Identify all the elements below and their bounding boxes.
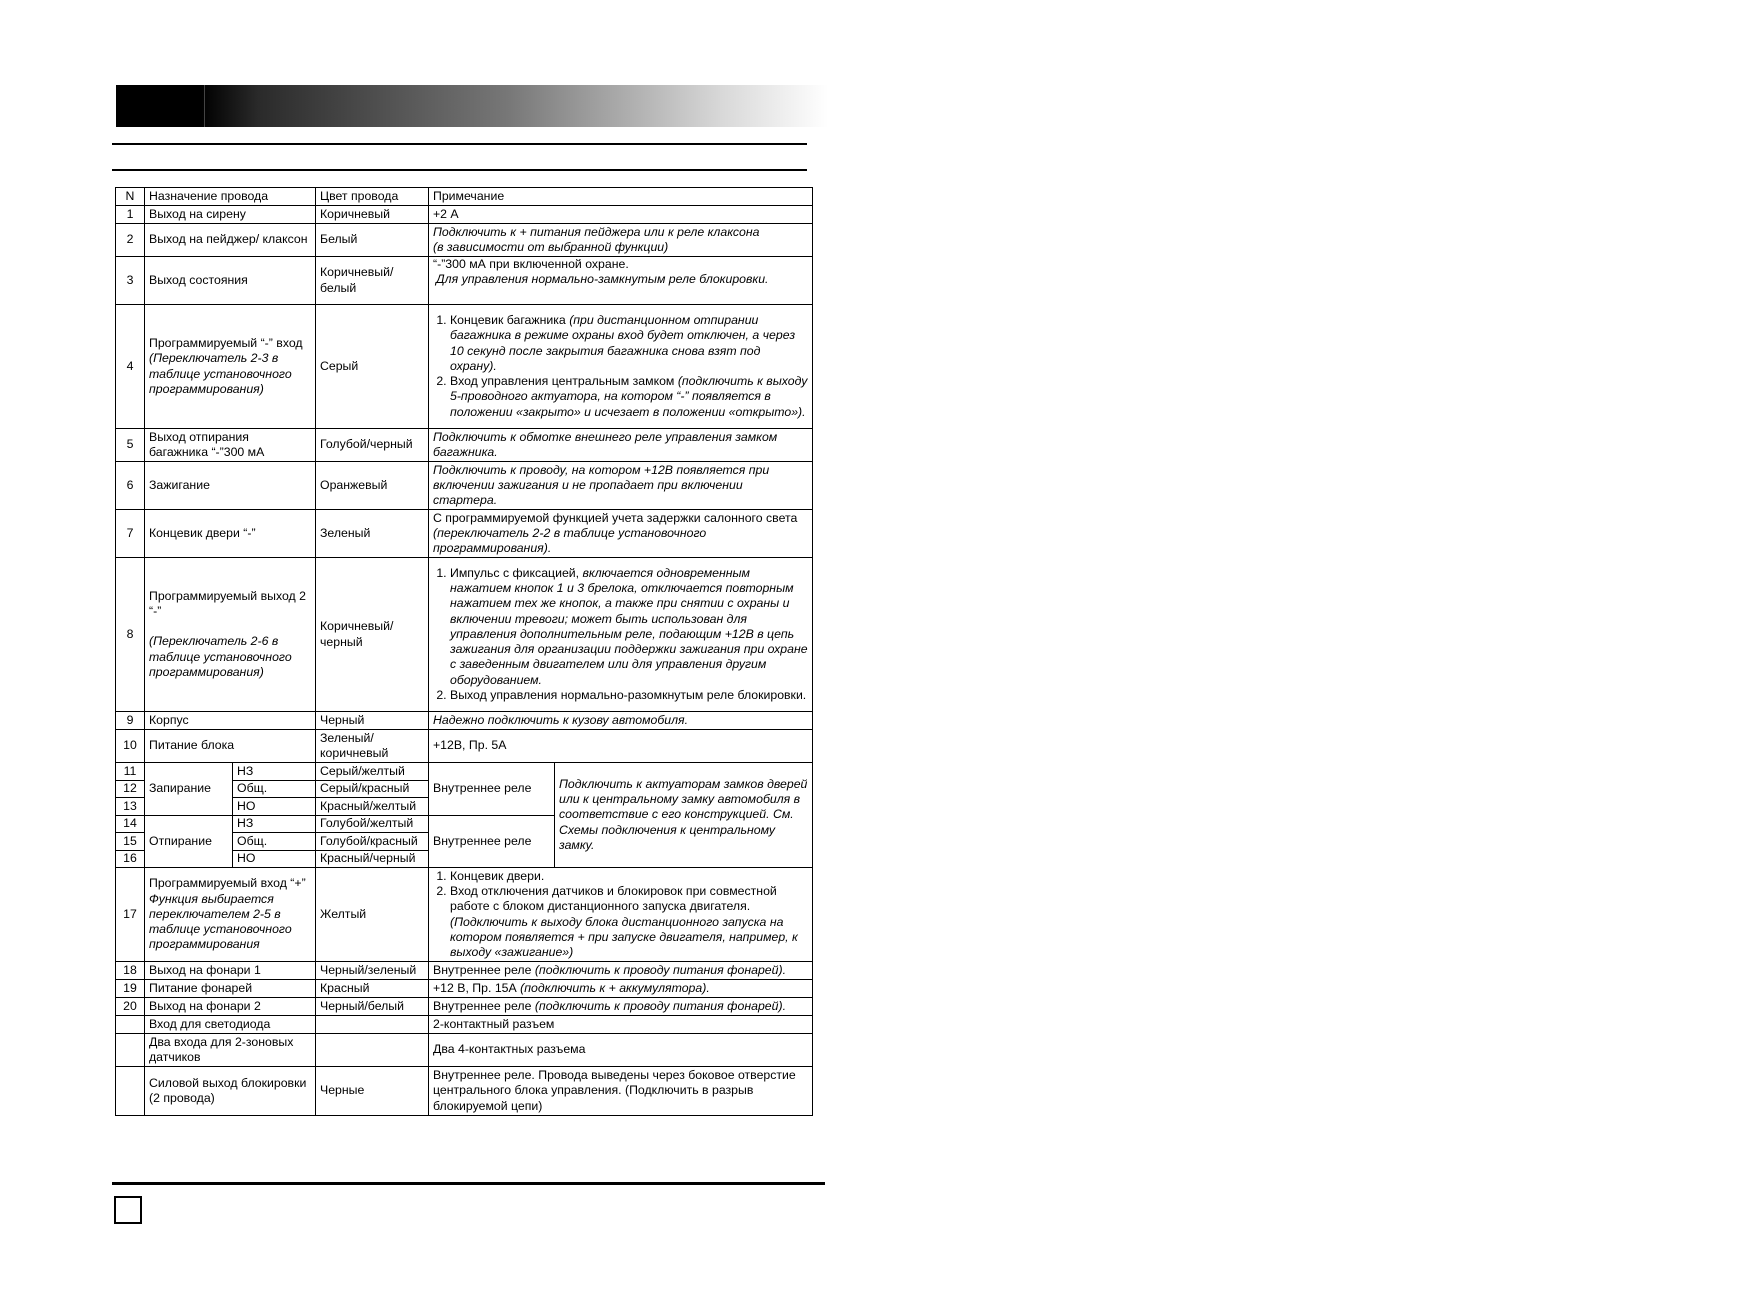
wire-color: Голубой/красный — [316, 833, 429, 851]
header-note: Примечание — [429, 188, 813, 206]
note-text: (при дистанционном отпирании багажника в режиме охраны вход будет отключен, а через 10 секунд после закрытия багажника снова взят под охрану). — [450, 313, 796, 373]
wire-note: Внутреннее реле. Провода выведены через боковое отверстие центрального блока управления. (Подключить в разрыв блокируемой цепи) — [429, 1067, 813, 1116]
wire-color: Белый — [316, 224, 429, 257]
table-row — [116, 1034, 813, 1067]
wire-purpose — [145, 558, 316, 712]
wire-color: Черные — [316, 1067, 429, 1116]
note-list — [433, 869, 808, 960]
lock-group-label: Запирание — [145, 763, 233, 816]
row-number — [116, 1034, 145, 1067]
row-number — [116, 1016, 145, 1034]
wire-color: Красный — [316, 980, 429, 998]
row-number: 19 — [116, 980, 145, 998]
purpose-line: Программируемый “-” вход — [149, 336, 303, 351]
wire-color: Коричневый — [316, 206, 429, 224]
note-text: (подключить к проводу питания фонарей). — [534, 962, 786, 977]
row-number: 8 — [116, 558, 145, 712]
bottom-rule — [112, 1182, 825, 1185]
wire-color: Серый/желтый — [316, 763, 429, 781]
note-text: (подключить к + аккумулятора). — [520, 980, 710, 995]
wire-purpose — [145, 868, 316, 962]
table-row — [116, 712, 813, 730]
wire-color: Серый — [316, 305, 429, 429]
note-text: Внутреннее реле — [433, 962, 535, 977]
purpose-line: Функция выбирается переключателем 2-5 в таблице установочного программирования — [149, 891, 292, 952]
wire-note — [429, 998, 813, 1016]
wire-note: +12В, Пр. 5А — [429, 730, 813, 763]
lock-relay: Внутреннее реле — [429, 763, 555, 816]
wire-note: 2-контактный разъем — [429, 1016, 813, 1034]
unlock-relay: Внутреннее реле — [429, 815, 555, 868]
page-number-box — [114, 1196, 142, 1224]
wire-table — [115, 187, 813, 1116]
note-text: Вход отключения датчиков и блокировок при совместной работе с блоком дистанционного запуска двигателя. — [450, 884, 777, 914]
note-text: +12 В, Пр. 15А — [433, 980, 521, 995]
wire-color: Оранжевый — [316, 462, 429, 510]
header-divider — [204, 85, 205, 127]
wire-color: Зеленый — [316, 510, 429, 558]
row-number: 12 — [116, 780, 145, 798]
relay-terminal: НЗ — [233, 763, 316, 781]
note-text: включается одновременным нажатием кнопок 1 и 3 брелока, отключается повторным нажатием тех же кнопок, а также при снятии с охраны и включении тревоги; может быть использован для управления дополнительным реле, подающим +12В в цепь зажигания для организации поддержки зажигания при охране с заведенным двигателем или для управления другим оборудованием. — [450, 566, 808, 687]
table-row — [116, 980, 813, 998]
table-row — [116, 998, 813, 1016]
table-row — [116, 510, 813, 558]
wire-note — [429, 510, 813, 558]
table-row — [116, 206, 813, 224]
wire-color: Коричневый/ черный — [316, 558, 429, 712]
wire-purpose: Питание блока — [145, 730, 316, 763]
note-line: “-”300 мА при включенной охране. — [433, 257, 629, 271]
row-number: 13 — [116, 798, 145, 816]
table-row — [116, 558, 813, 712]
note-line: Подключить к + питания пейджера или к реле клаксона — [433, 224, 760, 239]
note-line: (в зависимости от выбранной функции) — [433, 240, 669, 254]
wire-color — [316, 1034, 429, 1067]
relay-terminal: НО — [233, 798, 316, 816]
row-number: 15 — [116, 833, 145, 851]
wire-note: Подключить к проводу, на котором +12В появляется при включении зажигания и не пропадает при включении стартера. — [429, 462, 813, 510]
wire-note — [429, 224, 813, 257]
wire-purpose: Выход на пейджер/ клаксон — [145, 224, 316, 257]
row-number: 7 — [116, 510, 145, 558]
header-color: Цвет провода — [316, 188, 429, 206]
note-text: Импульс с фиксацией, — [450, 566, 583, 581]
table-row — [116, 730, 813, 763]
wire-note — [429, 868, 813, 962]
row-number: 17 — [116, 868, 145, 962]
table-row — [116, 1067, 813, 1116]
note-text: (подключить к выходу 5-проводного актуатора, на котором “-” появляется в положении «закрыто» и исчезает в положении «открыто»). — [450, 374, 808, 419]
wire-purpose: Вход для светодиода — [145, 1016, 316, 1034]
wire-note — [429, 305, 813, 429]
row-number: 18 — [116, 962, 145, 980]
wire-note: +2 А — [429, 206, 813, 224]
wire-color — [316, 1016, 429, 1034]
row-number: 5 — [116, 429, 145, 462]
header-gradient-bar — [116, 85, 828, 127]
relay-terminal: НО — [233, 850, 316, 868]
note-list — [433, 566, 808, 703]
note-item — [450, 313, 808, 374]
row-number: 20 — [116, 998, 145, 1016]
table-row — [116, 462, 813, 510]
wire-note — [429, 962, 813, 980]
wire-purpose — [145, 305, 316, 429]
wire-note: Подключить к обмотке внешнего реле управления замком багажника. — [429, 429, 813, 462]
wire-color: Серый/красный — [316, 780, 429, 798]
wire-note: Надежно подключить к кузову автомобиля. — [429, 712, 813, 730]
row-number: 3 — [116, 257, 145, 305]
note-item: 2. Выход управления нормально-разомкнутым реле блокировки. — [450, 688, 808, 703]
row-number: 6 — [116, 462, 145, 510]
table-row — [116, 257, 813, 305]
wire-note: Два 4-контактных разъема — [429, 1034, 813, 1067]
wire-color: Черный — [316, 712, 429, 730]
unlock-group-label: Отпирание — [145, 815, 233, 868]
table-row — [116, 224, 813, 257]
wire-color: Красный/черный — [316, 850, 429, 868]
note-text: С программируемой функцией учета задержки салонного света — [433, 510, 798, 525]
table-row — [116, 305, 813, 429]
row-number: 14 — [116, 815, 145, 833]
wire-color: Голубой/черный — [316, 429, 429, 462]
wire-purpose: Питание фонарей — [145, 980, 316, 998]
wire-note — [429, 980, 813, 998]
wire-purpose: Концевик двери “-” — [145, 510, 316, 558]
note-line: Для управления нормально-замкнутым реле блокировки. — [436, 272, 769, 287]
wire-note — [429, 257, 813, 305]
row-number: 2 — [116, 224, 145, 257]
row-number: 11 — [116, 763, 145, 781]
note-list — [433, 313, 808, 419]
wire-note — [429, 558, 813, 712]
wire-color: Зеленый/ коричневый — [316, 730, 429, 763]
second-rule — [112, 169, 807, 171]
wire-purpose: Силовой выход блокировки (2 провода) — [145, 1067, 316, 1116]
wire-color: Голубой/желтый — [316, 815, 429, 833]
note-text: (подключить к проводу питания фонарей). — [534, 998, 786, 1013]
wire-purpose: Два входа для 2-зоновых датчиков — [145, 1034, 316, 1067]
purpose-line: Программируемый вход “+” — [149, 876, 306, 891]
wire-color: Желтый — [316, 868, 429, 962]
table-row — [116, 1016, 813, 1034]
header-purpose: Назначение провода — [145, 188, 316, 206]
note-item — [450, 566, 808, 688]
note-text: Концевик багажника — [450, 313, 570, 328]
note-item — [450, 374, 808, 420]
relay-terminal: Общ. — [233, 780, 316, 798]
wire-purpose: Корпус — [145, 712, 316, 730]
wire-purpose: Выход на сирену — [145, 206, 316, 224]
row-number — [116, 1067, 145, 1116]
wire-color: Коричневый/ белый — [316, 257, 429, 305]
table-row — [116, 868, 813, 962]
note-text: (Подключить к выходу блока дистанционного запуска на котором появляется + при запуске двигателя, например, к выходу «зажигание») — [450, 914, 798, 959]
row-number: 9 — [116, 712, 145, 730]
wire-purpose: Выход состояния — [145, 257, 316, 305]
note-item: 1. Концевик двери. — [450, 869, 808, 884]
note-text: Внутреннее реле — [433, 998, 535, 1013]
wire-purpose: Выход на фонари 2 — [145, 998, 316, 1016]
table-row — [116, 429, 813, 462]
wire-color: Красный/желтый — [316, 798, 429, 816]
wire-color: Черный/белый — [316, 998, 429, 1016]
purpose-line: (Переключатель 2-3 в таблице установочного программирования) — [149, 351, 292, 396]
wire-purpose: Выход на фонари 1 — [145, 962, 316, 980]
relay-terminal: Общ. — [233, 833, 316, 851]
relay-terminal: НЗ — [233, 815, 316, 833]
row-number: 16 — [116, 850, 145, 868]
header-n: N — [116, 188, 145, 206]
note-text: (переключатель 2-2 в таблице установочного программирования). — [433, 525, 707, 556]
table-row — [116, 763, 813, 781]
top-rule — [112, 143, 807, 145]
wire-color: Черный/зеленый — [316, 962, 429, 980]
table-row — [116, 962, 813, 980]
table-header-row — [116, 188, 813, 206]
row-number: 10 — [116, 730, 145, 763]
row-number: 4 — [116, 305, 145, 429]
note-text: Вход управления центральным замком — [450, 374, 678, 389]
purpose-line: (Переключатель 2-6 в таблице установочного программирования) — [149, 634, 292, 679]
purpose-line: Программируемый выход 2 “-” — [149, 588, 306, 619]
actuators-note: Подключить к актуаторам замков дверей или к центральному замку автомобиля в соответствие с его конструкцией. См. Схемы подключения к центральному замку. — [555, 763, 813, 868]
wire-purpose: Зажигание — [145, 462, 316, 510]
wire-purpose: Выход отпирания багажника “-”300 мА — [145, 429, 316, 462]
row-number: 1 — [116, 206, 145, 224]
note-item — [450, 884, 808, 960]
